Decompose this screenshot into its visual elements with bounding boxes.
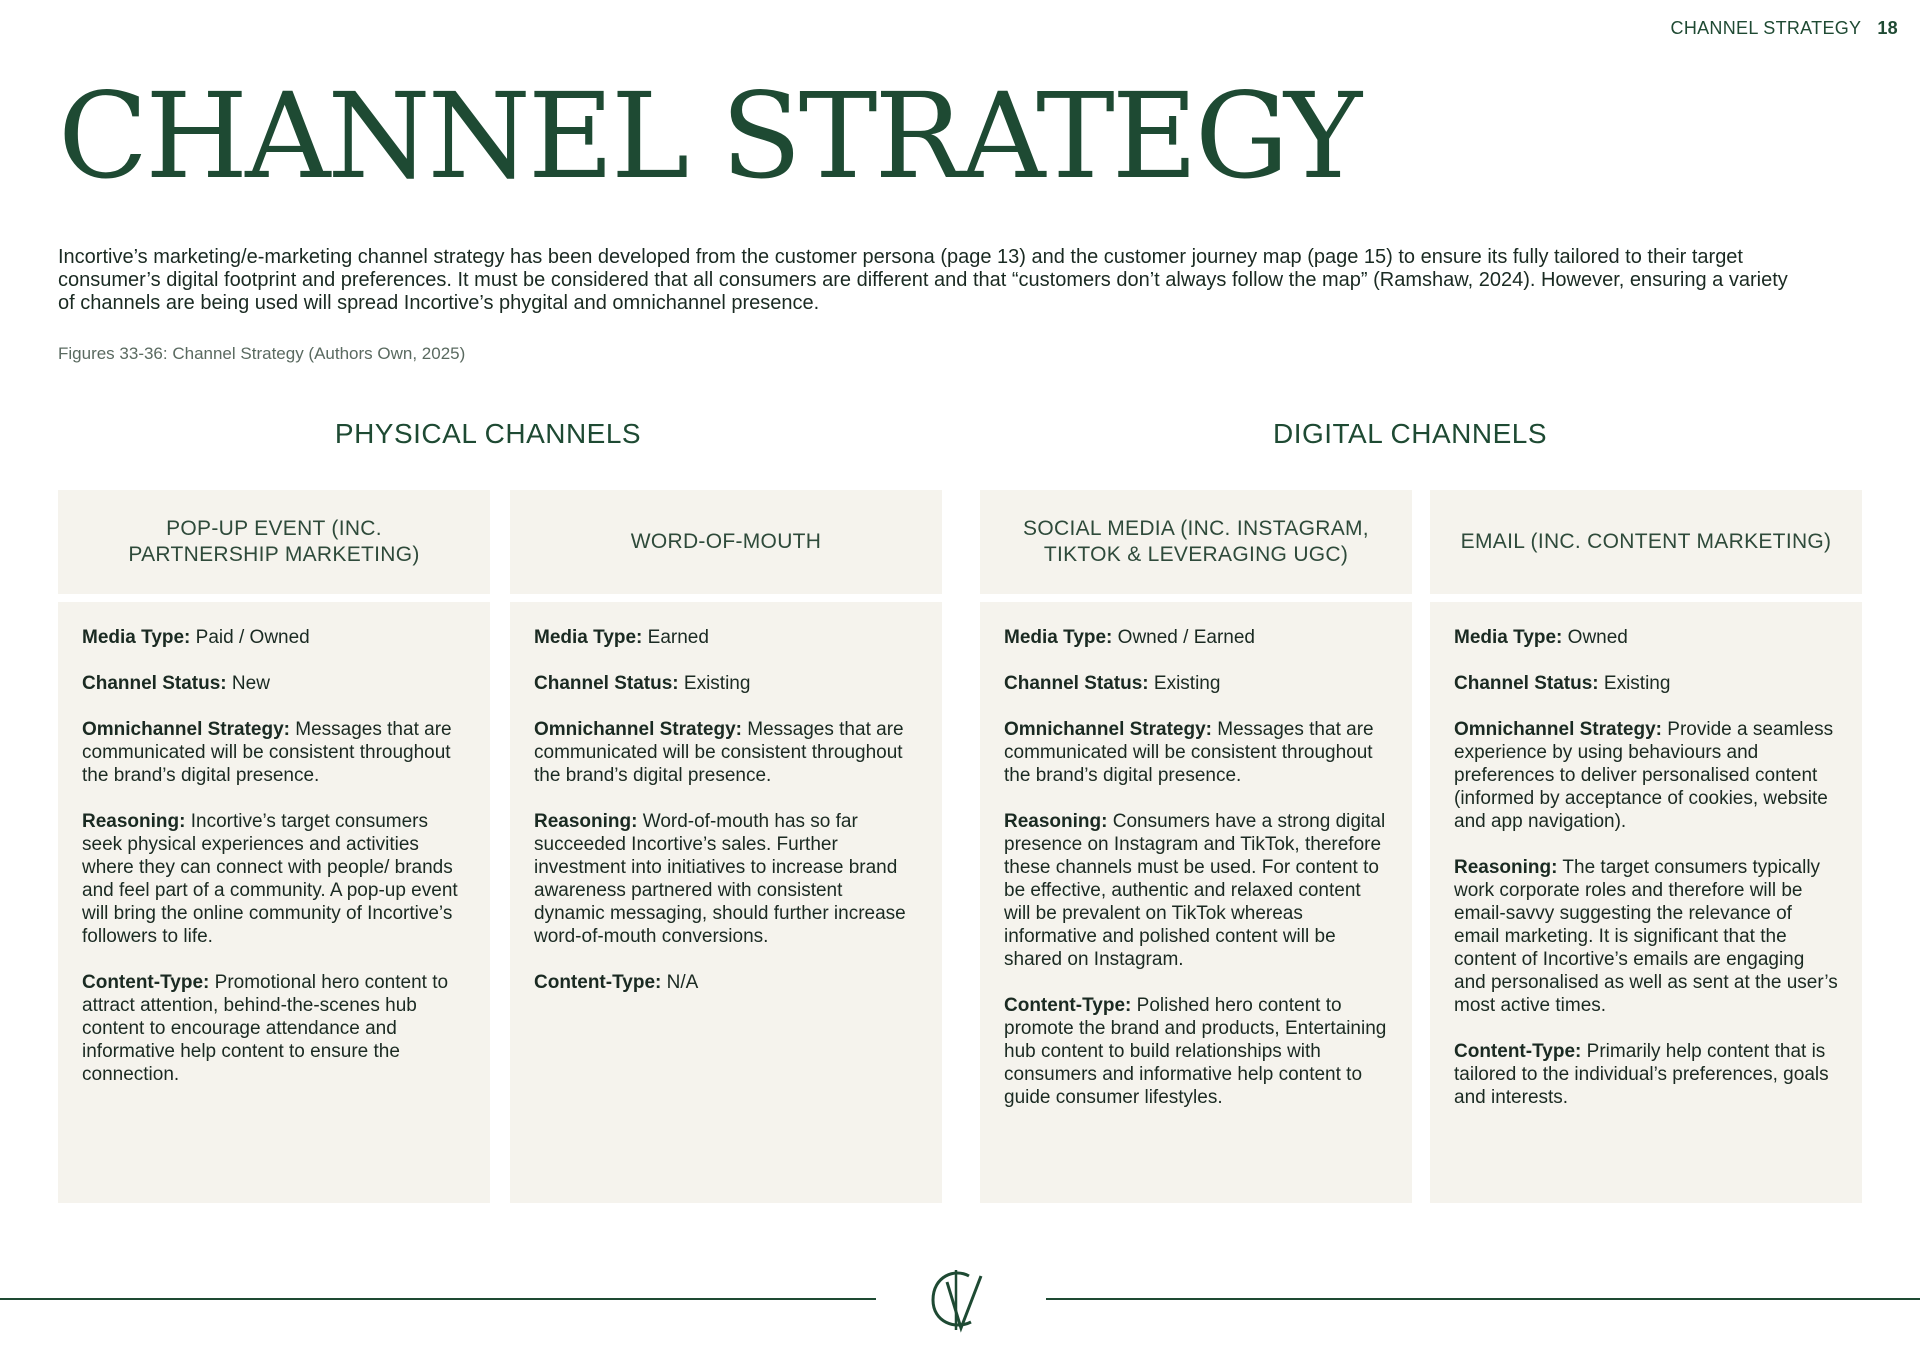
content-type-value: N/A [666,972,699,993]
label-media-type: Media Type: [534,627,643,648]
label-reasoning: Reasoning: [82,811,186,832]
cv-monogram-icon [925,1266,995,1334]
footer-divider-left [0,1298,876,1300]
content-type-value: Polished hero content to promote the brand and products, Entertaining hub content to build relationships with consumers and informative help content to guide consumer lifestyles. [1004,995,1387,1108]
channel-status-value: Existing [683,673,751,694]
channel-status-value: Existing [1153,673,1221,694]
channel-card-email [1430,490,1862,1203]
reasoning-value: Word-of-mouth has so far succeeded Incortive’s sales. Further investment into initiatives to increase brand awareness partnered with consistent dynamic messaging, should further increase word-of-mouth conversions. [534,811,906,947]
channel-status-value: Existing [1603,673,1671,694]
media-type-value: Earned [647,627,709,648]
channel-details [510,602,942,1203]
label-media-type: Media Type: [1454,627,1563,648]
label-omnichannel: Omnichannel Strategy: [82,719,290,740]
content-type-value: Primarily help content that is tailored to the individual’s preferences, goals and interests. [1454,1041,1829,1108]
running-head [1671,18,1898,39]
label-channel-status: Channel Status: [82,673,227,694]
channel-title: POP-UP EVENT (INC. PARTNERSHIP MARKETING) [58,490,490,594]
reasoning-value: Consumers have a strong digital presence on Instagram and TikTok, therefore these channels must be used. For content to be effective, authentic and relaxed content will be prevalent on TikTok whereas informative and polished content will be shared on Instagram. [1004,811,1386,970]
reasoning-value: Incortive’s target consumers seek physical experiences and activities where they can connect with people/ brands and feel part of a community. A pop-up event will bring the online community of Incortive’s followers to life. [82,811,458,947]
running-head-section: CHANNEL STRATEGY [1670,18,1862,38]
channel-details [58,602,490,1203]
page-title: CHANNEL STRATEGY [58,67,1359,205]
omnichannel-value: Messages that are communicated will be consistent throughout the brand’s digital presence. [82,719,452,786]
label-content-type: Content-Type: [82,972,210,993]
media-type-value: Paid / Owned [195,627,310,648]
label-omnichannel: Omnichannel Strategy: [1454,719,1662,740]
label-channel-status: Channel Status: [534,673,679,694]
label-reasoning: Reasoning: [1454,857,1558,878]
figure-caption: Figures 33-36: Channel Strategy (Authors Own, 2025) [58,344,466,363]
label-media-type: Media Type: [82,627,191,648]
label-media-type: Media Type: [1004,627,1113,648]
media-type-value: Owned / Earned [1117,627,1255,648]
digital-channels-heading: DIGITAL CHANNELS [1272,418,1548,449]
label-channel-status: Channel Status: [1004,673,1149,694]
channel-card-popup [58,490,490,1203]
label-content-type: Content-Type: [534,972,662,993]
channel-details [1430,602,1862,1203]
intro-paragraph: Incortive’s marketing/e-marketing channel strategy has been developed from the customer persona (page 13) and the customer journey map (page 15) to ensure its fully tailored to their target consumer’s digital footprint and preferences. It must be considered that all consumers are different and that “customers don’t always follow the map” (Ramshaw, 2024). However, ensuring a variety of channels are being used will spread Incortive’s phygital and omnichannel presence. [58,246,1788,314]
label-content-type: Content-Type: [1454,1041,1582,1062]
channel-title: SOCIAL MEDIA (INC. INSTAGRAM, TIKTOK & LEVERAGING UGC) [980,490,1412,594]
channel-title: EMAIL (INC. CONTENT MARKETING) [1430,490,1862,594]
channel-status-value: New [231,673,270,694]
label-omnichannel: Omnichannel Strategy: [534,719,742,740]
omnichannel-value: Messages that are communicated will be consistent throughout the brand’s digital presence. [534,719,904,786]
omnichannel-value: Provide a seamless experience by using behaviours and preferences to deliver personalised content (informed by acceptance of cookies, website and app navigation). [1454,719,1834,832]
reasoning-value: The target consumers typically work corporate roles and therefore will be email-savvy suggesting the relevance of email marketing. It is significant that the content of Incortive’s emails are engaging and personalised as well as sent at the user’s most active times. [1454,857,1838,1016]
media-type-value: Owned [1567,627,1628,648]
label-reasoning: Reasoning: [534,811,638,832]
label-content-type: Content-Type: [1004,995,1132,1016]
label-channel-status: Channel Status: [1454,673,1599,694]
omnichannel-value: Messages that are communicated will be consistent throughout the brand’s digital presence. [1004,719,1374,786]
footer-divider-right [1046,1298,1920,1300]
page-number: 18 [1877,18,1898,38]
channel-card-social-media [980,490,1412,1203]
physical-channels-heading: PHYSICAL CHANNELS [334,418,642,449]
content-type-value: Promotional hero content to attract attention, behind-the-scenes hub content to encourage attendance and informative help content to ensure the connection. [82,972,449,1085]
label-reasoning: Reasoning: [1004,811,1108,832]
channel-title: WORD-OF-MOUTH [510,490,942,594]
label-omnichannel: Omnichannel Strategy: [1004,719,1212,740]
channel-details [980,602,1412,1203]
channel-card-word-of-mouth [510,490,942,1203]
